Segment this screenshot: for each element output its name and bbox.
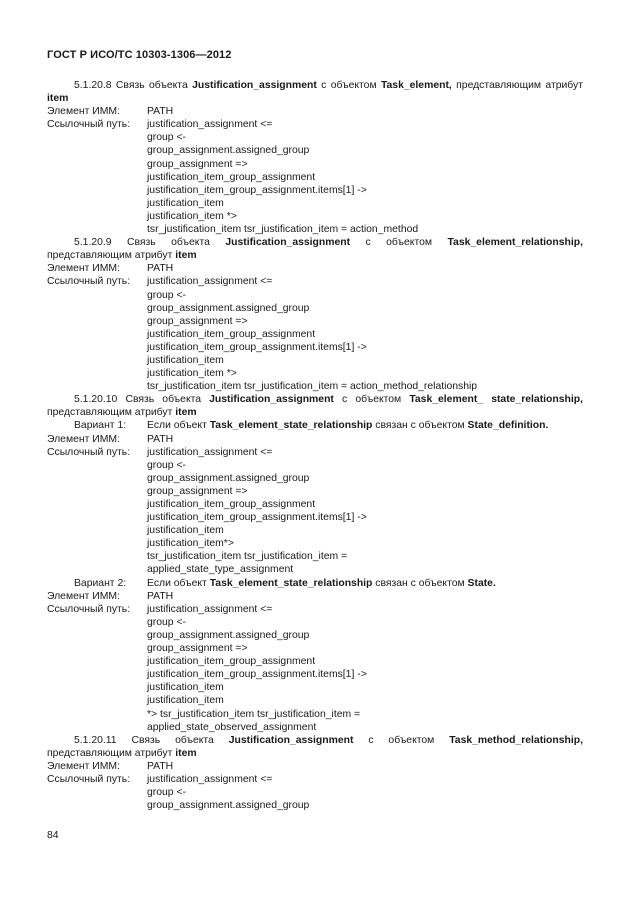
attribute-name: item xyxy=(175,250,197,262)
element-label: Элемент ИММ: xyxy=(47,760,120,772)
element-value: PATH xyxy=(147,263,174,275)
section-5-1-20-9-heading: 5.1.20.9 Связь объекта Justification_assignment с объектом Task_element_relationship, представляющим атрибут item xyxy=(47,237,583,262)
path-line: group_assignment.assigned_group xyxy=(147,629,310,641)
path-line: justification_item_group_assignment.items[1] -> xyxy=(147,669,367,681)
path-line: tsr_justification_item tsr_justification_item = xyxy=(147,551,348,563)
path-line: justification_item_group_assignment.items[1] -> xyxy=(147,341,367,353)
entity-name: Task_element_relationship, xyxy=(447,237,583,249)
entity-name: Task_element_state_relationship xyxy=(209,577,373,589)
element-label: Элемент ИММ: xyxy=(47,590,120,602)
element-row xyxy=(47,105,583,118)
entity-name: Justification_assignment xyxy=(209,394,334,406)
element-value: PATH xyxy=(147,106,174,118)
section-5-1-20-8-heading: 5.1.20.8 Связь объекта Justification_assignment с объектом Task_element, представляющим атрибут item xyxy=(47,80,583,105)
path-line: justification_assignment <= xyxy=(147,446,273,458)
path-line: applied_state_observed_assignment xyxy=(147,721,317,733)
path-line: group_assignment => xyxy=(147,643,248,655)
path-row xyxy=(47,446,583,459)
path-line: justification_item xyxy=(147,354,224,366)
section-5-1-20-11-heading: 5.1.20.11 Связь объекта Justification_assignment с объектом Task_method_relationship, представляющим атрибут item xyxy=(47,734,583,759)
path-line: justification_assignment <= xyxy=(147,119,273,131)
element-label: Элемент ИММ: xyxy=(47,263,120,275)
path-line: group_assignment => xyxy=(147,485,248,497)
path-line: justification_item xyxy=(147,695,224,707)
path-row xyxy=(47,275,583,288)
element-row xyxy=(47,760,583,773)
path-line: tsr_justification_item tsr_justification_item = action_method_relationship xyxy=(147,381,478,393)
attribute-name: item xyxy=(175,747,197,759)
attribute-name: item xyxy=(47,93,69,105)
entity-name: Task_element, xyxy=(380,80,452,91)
path-row xyxy=(47,118,583,131)
attribute-name: item xyxy=(175,407,197,419)
entity-name: Justification_assignment xyxy=(225,237,351,249)
path-label: Ссылочный путь: xyxy=(47,119,131,131)
entity-name: Task_element_ state_relationship, xyxy=(409,394,583,406)
path-line: justification_item_group_assignment xyxy=(147,171,316,183)
path-line: *> tsr_justification_item tsr_justification_item = xyxy=(147,708,361,720)
element-value: PATH xyxy=(147,760,174,772)
element-label: Элемент ИММ: xyxy=(47,106,120,118)
path-line: group <- xyxy=(147,616,186,628)
section-5-1-20-10-heading: 5.1.20.10 Связь объекта Justification_assignment с объектом Task_element_ state_relationship, представляющим атрибут item xyxy=(47,394,583,419)
path-line: group_assignment.assigned_group xyxy=(147,472,310,484)
entity-name: State_definition. xyxy=(467,420,549,432)
path-line: justification_item_group_assignment xyxy=(147,656,316,668)
path-line: justification_assignment <= xyxy=(147,773,273,785)
path-line: justification_assignment <= xyxy=(147,603,273,615)
element-value: PATH xyxy=(147,433,174,445)
element-row xyxy=(47,262,583,275)
entity-name: Justification_assignment xyxy=(192,80,317,91)
page-number: 84 xyxy=(47,830,59,841)
path-line: group_assignment => xyxy=(147,158,248,170)
path-row xyxy=(47,603,583,616)
entity-name: Justification_assignment xyxy=(228,734,354,746)
path-line: justification_item_group_assignment xyxy=(147,328,316,340)
path-line: justification_item_group_assignment.items[1] -> xyxy=(147,512,367,524)
path-row xyxy=(47,773,583,786)
path-line: justification_item xyxy=(147,525,224,537)
path-line: group <- xyxy=(147,459,186,471)
element-value: PATH xyxy=(147,590,174,602)
variant-1-label: Вариант 1: xyxy=(74,420,127,432)
path-line: group <- xyxy=(147,787,186,799)
path-line: group_assignment.assigned_group xyxy=(147,800,310,812)
variant-2-label: Вариант 2: xyxy=(74,577,127,589)
path-label: Ссылочный путь: xyxy=(47,276,131,288)
path-line: justification_item xyxy=(147,682,224,694)
path-line: group <- xyxy=(147,289,186,301)
path-line: group_assignment => xyxy=(147,315,248,327)
variant-1-condition: Если объект Task_element_state_relationship связан с объектом State_definition. xyxy=(147,420,549,432)
path-line: justification_item*> xyxy=(147,538,234,550)
path-line: group_assignment.assigned_group xyxy=(147,302,310,314)
entity-name: Task_element_state_relationship xyxy=(209,420,373,432)
element-label: Элемент ИММ: xyxy=(47,433,120,445)
path-line: justification_item xyxy=(147,197,224,209)
path-label: Ссылочный путь: xyxy=(47,773,131,785)
path-line: justification_item *> xyxy=(147,368,237,380)
path-line: justification_item *> xyxy=(147,210,237,222)
path-line: group_assignment.assigned_group xyxy=(147,145,310,157)
path-line: justification_item_group_assignment.items[1] -> xyxy=(147,184,367,196)
path-line: justification_item_group_assignment xyxy=(147,499,316,510)
path-line: applied_state_type_assignment xyxy=(147,564,294,576)
element-row xyxy=(47,433,583,446)
variant-2-row xyxy=(47,577,583,590)
entity-name: Task_method_relationship, xyxy=(449,734,583,746)
document-header: ГОСТ Р ИСО/ТС 10303-1306—2012 xyxy=(47,49,232,61)
element-row xyxy=(47,590,583,603)
path-line: justification_assignment <= xyxy=(147,276,273,288)
path-label: Ссылочный путь: xyxy=(47,446,131,458)
path-line: tsr_justification_item tsr_justification_item = action_method xyxy=(147,224,419,236)
variant-1-row xyxy=(47,419,583,432)
variant-2-condition: Если объект Task_element_state_relationship связан с объектом State. xyxy=(147,577,496,589)
path-label: Ссылочный путь: xyxy=(47,603,131,615)
entity-name: State. xyxy=(467,577,496,589)
path-line: group <- xyxy=(147,132,186,144)
document-body xyxy=(47,79,583,812)
